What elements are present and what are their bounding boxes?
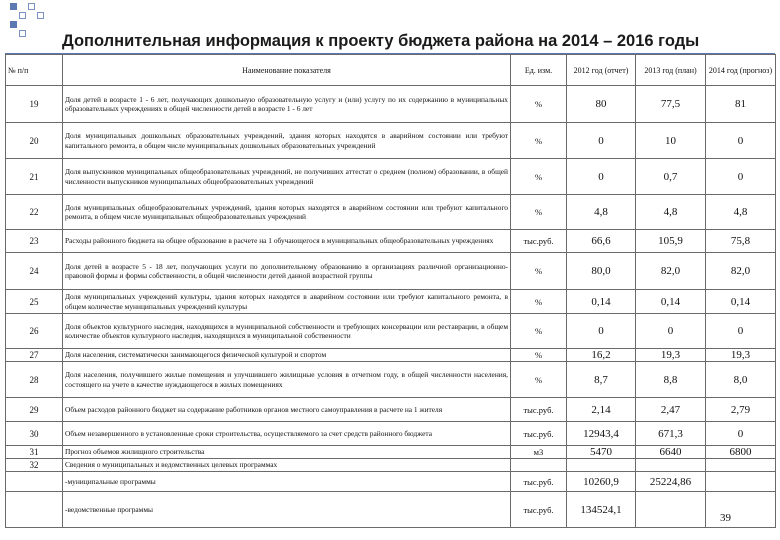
unit-cell: % — [511, 195, 567, 230]
unit-cell: м3 — [511, 446, 567, 459]
column-header-num: № п/п — [6, 55, 63, 86]
value-2013: 19,3 — [636, 349, 706, 362]
value-2014: 4,8 — [706, 195, 776, 230]
row-number: 32 — [6, 459, 63, 472]
unit-cell: % — [511, 290, 567, 314]
budget-table — [5, 54, 776, 528]
value-2014: 0 — [706, 422, 776, 446]
unit-cell: % — [511, 314, 567, 349]
indicator-name: Сведения о муниципальных и ведомственных целевых программах — [63, 459, 511, 472]
indicator-name: Доля выпускников муниципальных общеобразовательных учреждений, не получивших аттестат о среднем (полном) образовании, в общей численности выпускников муниципальных общеобразовательных учреждений — [63, 159, 511, 195]
row-number — [6, 492, 63, 528]
table-header-row — [6, 55, 776, 86]
table-row — [6, 472, 776, 492]
unit-cell: тыс.руб. — [511, 472, 567, 492]
value-2012: 16,2 — [567, 349, 636, 362]
value-2012: 4,8 — [567, 195, 636, 230]
value-2013 — [636, 459, 706, 472]
table-row — [6, 362, 776, 398]
value-2013: 2,47 — [636, 398, 706, 422]
value-2014: 0,14 — [706, 290, 776, 314]
indicator-name: Прогноз объемов жилищного строительства — [63, 446, 511, 459]
value-2012: 2,14 — [567, 398, 636, 422]
row-number: 24 — [6, 253, 63, 290]
value-2013: 25224,86 — [636, 472, 706, 492]
value-2013: 82,0 — [636, 253, 706, 290]
row-number: 31 — [6, 446, 63, 459]
table-row — [6, 459, 776, 472]
unit-cell: % — [511, 123, 567, 159]
value-2013: 0,7 — [636, 159, 706, 195]
indicator-name: Объем расходов районного бюджет на содержание работников органов местного самоуправления в расчете на 1 жителя — [63, 398, 511, 422]
unit-cell — [511, 459, 567, 472]
unit-cell: тыс.руб. — [511, 422, 567, 446]
value-2012: 134524,1 — [567, 492, 636, 528]
value-2012 — [567, 459, 636, 472]
value-2014: 82,0 — [706, 253, 776, 290]
square-icon — [10, 3, 17, 10]
table-row — [6, 314, 776, 349]
unit-cell: % — [511, 253, 567, 290]
value-2013: 0,14 — [636, 290, 706, 314]
row-number: 30 — [6, 422, 63, 446]
value-2014: 2,79 — [706, 398, 776, 422]
table-row — [6, 123, 776, 159]
value-2012: 0 — [567, 123, 636, 159]
column-header-name: Наименование показателя — [63, 55, 511, 86]
unit-cell: тыс.руб. — [511, 230, 567, 253]
value-2014: 75,8 — [706, 230, 776, 253]
value-2013: 10 — [636, 123, 706, 159]
row-number: 19 — [6, 86, 63, 123]
value-2014 — [706, 492, 776, 528]
value-2014: 81 — [706, 86, 776, 123]
indicator-name: Доля муниципальных учреждений культуры, здания которых находятся в аварийном состоянии или требуют капитального ремонта, в общем количестве муниципальных учреждений культуры — [63, 290, 511, 314]
indicator-name: Доля детей в возрасте 5 - 18 лет, получающих услуги по дополнительному образованию в организациях различной организационно-правовой формы и формы собственности, в общей численности детей данной возрастной группы — [63, 253, 511, 290]
value-2012: 0,14 — [567, 290, 636, 314]
value-2014: 0 — [706, 159, 776, 195]
row-number: 20 — [6, 123, 63, 159]
unit-cell: тыс.руб. — [511, 398, 567, 422]
table-row — [6, 195, 776, 230]
indicator-name: Доля муниципальных общеобразовательных учреждений, здания которых находятся в аварийном состоянии или требуют капитального ремонта, в общем числе муниципальных общеобразовательных учреждений — [63, 195, 511, 230]
value-2014: 19,3 — [706, 349, 776, 362]
value-2012: 5470 — [567, 446, 636, 459]
row-number: 21 — [6, 159, 63, 195]
row-number: 22 — [6, 195, 63, 230]
column-header-2014: 2014 год (прогноз) — [706, 55, 776, 86]
row-number — [6, 472, 63, 492]
row-number: 23 — [6, 230, 63, 253]
value-2014 — [706, 472, 776, 492]
square-icon — [19, 30, 26, 37]
indicator-name: Доля населения, получившего жилые помещения и улучшившего жилищные условия в отчетном году, в общей численности населения, состоящего на учете в качестве нуждающегося в жилых помещениях — [63, 362, 511, 398]
table-row — [6, 290, 776, 314]
value-2013: 8,8 — [636, 362, 706, 398]
value-2014: 0 — [706, 123, 776, 159]
unit-cell: % — [511, 362, 567, 398]
value-2012: 12943,4 — [567, 422, 636, 446]
value-2014: 0 — [706, 314, 776, 349]
page-number: 39 — [720, 512, 731, 524]
value-2012: 80,0 — [567, 253, 636, 290]
value-2014 — [706, 459, 776, 472]
row-number: 29 — [6, 398, 63, 422]
value-2014: 8,0 — [706, 362, 776, 398]
table-row — [6, 492, 776, 528]
value-2012: 66,6 — [567, 230, 636, 253]
square-icon — [37, 12, 44, 19]
unit-cell: % — [511, 159, 567, 195]
value-2013: 6640 — [636, 446, 706, 459]
square-icon — [10, 21, 17, 28]
table-row — [6, 159, 776, 195]
row-number: 25 — [6, 290, 63, 314]
page-title: Дополнительная информация к проекту бюджета района на 2014 – 2016 годы — [62, 32, 700, 50]
unit-cell: тыс.руб. — [511, 492, 567, 528]
value-2012: 80 — [567, 86, 636, 123]
value-2013: 105,9 — [636, 230, 706, 253]
square-icon — [28, 3, 35, 10]
value-2014: 6800 — [706, 446, 776, 459]
indicator-name: Доля населения, систематически занимающегося физической культурой и спортом — [63, 349, 511, 362]
indicator-name: -муниципальные программы — [63, 472, 511, 492]
table-row — [6, 253, 776, 290]
value-2012: 10260,9 — [567, 472, 636, 492]
indicator-name: Доля объектов культурного наследия, находящихся в муниципальной собственности и требующих консервации или реставрации, в общем количестве объектов культурного наследия, находящихся в муниципальной собственности — [63, 314, 511, 349]
indicator-name: Расходы районного бюджета на общее образование в расчете на 1 обучающегося в муниципальных общеобразовательных учреждениях — [63, 230, 511, 253]
value-2012: 0 — [567, 159, 636, 195]
table-row — [6, 398, 776, 422]
value-2013: 4,8 — [636, 195, 706, 230]
table-row — [6, 349, 776, 362]
value-2013: 671,3 — [636, 422, 706, 446]
column-header-2013: 2013 год (план) — [636, 55, 706, 86]
table-row — [6, 446, 776, 459]
row-number: 28 — [6, 362, 63, 398]
unit-cell: % — [511, 86, 567, 123]
value-2012: 0 — [567, 314, 636, 349]
value-2012: 8,7 — [567, 362, 636, 398]
row-number: 27 — [6, 349, 63, 362]
row-number: 26 — [6, 314, 63, 349]
indicator-name: Доля муниципальных дошкольных образовательных учреждений, здания которых находятся в аварийном состоянии или требуют капитального ремонта, в общем числе муниципальных дошкольных образовательных учреждений — [63, 123, 511, 159]
value-2013: 0 — [636, 314, 706, 349]
unit-cell: % — [511, 349, 567, 362]
value-2013: 77,5 — [636, 86, 706, 123]
table-row — [6, 230, 776, 253]
indicator-name: -ведомственные программы — [63, 492, 511, 528]
indicator-name: Объем незавершенного в установленные сроки строительства, осуществляемого за счет средств районного бюджета — [63, 422, 511, 446]
column-header-unit: Ед. изм. — [511, 55, 567, 86]
table-row — [6, 86, 776, 123]
indicator-name: Доля детей в возрасте 1 - 6 лет, получающих дошкольную образовательную услугу и (или) услугу по их содержанию в муниципальных образовательных учреждениях в общей численности детей в возрасте 1 - 6 лет — [63, 86, 511, 123]
column-header-2012: 2012 год (отчет) — [567, 55, 636, 86]
square-icon — [19, 12, 26, 19]
decorative-squares — [0, 0, 60, 45]
value-2013 — [636, 492, 706, 528]
table-row — [6, 422, 776, 446]
